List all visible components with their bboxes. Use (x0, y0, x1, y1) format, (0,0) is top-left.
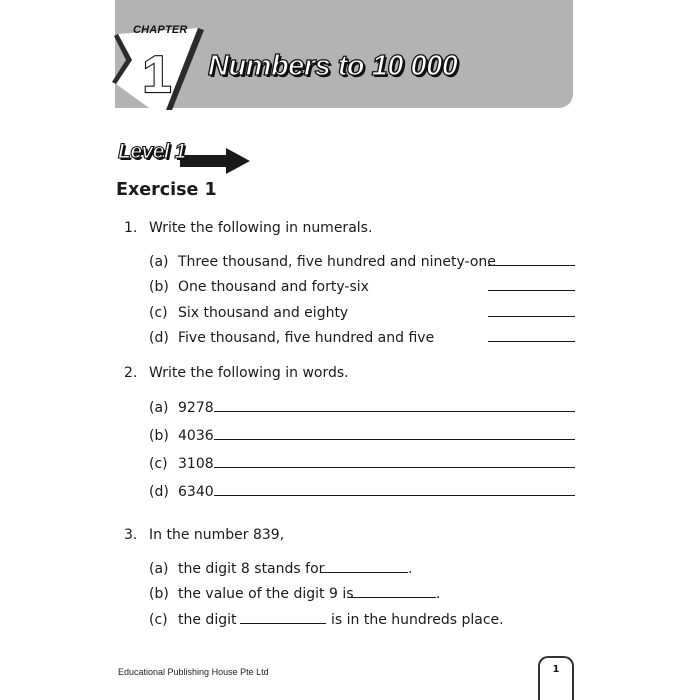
part-text-end: . (436, 586, 441, 602)
answer-line[interactable] (240, 623, 326, 624)
question-prompt: Write the following in words. (149, 365, 349, 381)
question-number: 2. (124, 365, 138, 381)
answer-line[interactable] (488, 316, 575, 317)
part-text-end: . (408, 561, 413, 577)
part-text-end: is in the hundreds place. (331, 612, 504, 628)
answer-line[interactable] (348, 597, 436, 598)
part-label: (c) (149, 456, 168, 472)
part-label: (b) (149, 428, 169, 444)
level-arrow-icon (180, 146, 252, 176)
answer-line[interactable] (214, 495, 575, 496)
part-label: (b) (149, 279, 169, 295)
question-number: 1. (124, 220, 138, 236)
part-text: 6340 (178, 484, 214, 500)
part-text: 3108 (178, 456, 214, 472)
answer-line[interactable] (214, 411, 575, 412)
part-text: the digit (178, 612, 237, 628)
part-text: the digit 8 stands for (178, 561, 325, 577)
page-number-tab (538, 656, 574, 700)
chapter-title: Numbers to 10 000 (208, 50, 458, 82)
part-label: (c) (149, 612, 168, 628)
part-label: (a) (149, 400, 169, 416)
part-text: One thousand and forty-six (178, 279, 369, 295)
part-text: the value of the digit 9 is (178, 586, 354, 602)
answer-line[interactable] (488, 341, 575, 342)
part-text: Five thousand, five hundred and five (178, 330, 435, 346)
chapter-number-badge (112, 26, 207, 114)
publisher-footer: Educational Publishing House Pte Ltd (118, 667, 269, 677)
part-label: (d) (149, 484, 169, 500)
part-text: Three thousand, five hundred and ninety-one (178, 254, 496, 270)
part-label: (c) (149, 305, 168, 321)
part-label: (a) (149, 561, 169, 577)
question-number: 3. (124, 527, 138, 543)
page-number: 1 (552, 664, 560, 675)
answer-line[interactable] (320, 572, 408, 573)
part-label: (a) (149, 254, 169, 270)
level-badge: Level 1 (118, 140, 186, 163)
question-prompt: Write the following in numerals. (149, 220, 373, 236)
question-prompt: In the number 839, (149, 527, 285, 543)
answer-line[interactable] (488, 265, 575, 266)
answer-line[interactable] (488, 290, 575, 291)
answer-line[interactable] (214, 439, 575, 440)
part-text: 4036 (178, 428, 214, 444)
part-label: (b) (149, 586, 169, 602)
answer-line[interactable] (214, 467, 575, 468)
part-text: 9278 (178, 400, 214, 416)
part-label: (d) (149, 330, 169, 346)
chapter-label: CHAPTER (133, 24, 188, 36)
part-text: Six thousand and eighty (178, 305, 349, 321)
exercise-title: Exercise 1 (116, 180, 217, 200)
chapter-number: 1 (142, 46, 172, 104)
